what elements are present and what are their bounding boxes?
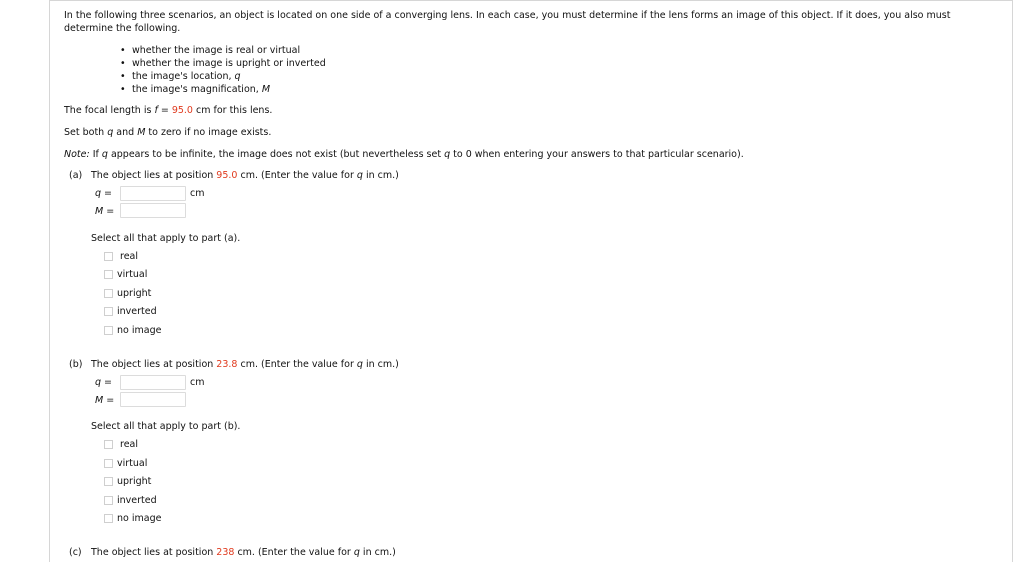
- checkbox[interactable]: [104, 440, 113, 449]
- m-label: M =: [95, 395, 115, 406]
- part-a-select-prompt: Select all that apply to part (a).: [91, 233, 241, 244]
- q-label: q =: [95, 188, 113, 199]
- list-item: • the image's location, q: [120, 70, 326, 83]
- part-a-position-value: 95.0: [216, 170, 238, 181]
- part-b-q-input[interactable]: [120, 375, 186, 390]
- checkbox[interactable]: [104, 496, 113, 505]
- list-item: • the image's magnification, M: [120, 83, 326, 96]
- list-item: • whether the image is real or virtual: [120, 44, 326, 57]
- note-line: Note: If q appears to be infinite, the image does not exist (but nevertheless set q to 0 when entering your answers to that particular scenario).: [64, 149, 744, 160]
- part-c-prompt: The object lies at position 238 cm. (Enter the value for q in cm.): [91, 547, 396, 558]
- part-c-label: (c): [69, 547, 82, 558]
- checkbox[interactable]: [104, 289, 113, 298]
- checkbox[interactable]: [104, 459, 113, 468]
- part-b-select-prompt: Select all that apply to part (b).: [91, 421, 241, 432]
- checkbox[interactable]: [104, 326, 113, 335]
- q-unit: cm: [190, 377, 205, 388]
- part-a-prompt: The object lies at position 95.0 cm. (Enter the value for q in cm.): [91, 170, 399, 181]
- list-item: • whether the image is upright or inverted: [120, 57, 326, 70]
- part-a-q-input[interactable]: [120, 186, 186, 201]
- zero-instruction: Set both q and M to zero if no image exists.: [64, 127, 272, 138]
- checkbox[interactable]: [104, 252, 113, 261]
- part-b-position-value: 23.8: [216, 359, 238, 370]
- checkbox[interactable]: [104, 477, 113, 486]
- requirements-list: [120, 44, 326, 96]
- intro-text: In the following three scenarios, an object is located on one side of a converging lens. In each case, you must determine if the lens forms an image of this object. If it does, you also must determine the following.: [64, 10, 951, 34]
- part-a-label: (a): [69, 170, 83, 181]
- part-b-prompt: The object lies at position 23.8 cm. (Enter the value for q in cm.): [91, 359, 399, 370]
- checkbox[interactable]: [104, 270, 113, 279]
- q-label: q =: [95, 377, 113, 388]
- checkbox[interactable]: [104, 514, 113, 523]
- focal-length-value: 95.0: [171, 105, 193, 116]
- checkbox[interactable]: [104, 307, 113, 316]
- q-unit: cm: [190, 188, 205, 199]
- part-c-position-value: 238: [216, 547, 235, 558]
- part-b-m-input[interactable]: [120, 392, 186, 407]
- part-a-m-input[interactable]: [120, 203, 186, 218]
- part-b-label: (b): [69, 359, 83, 370]
- m-label: M =: [95, 206, 115, 217]
- focal-length-line: The focal length is f = 95.0 cm for this lens.: [64, 105, 273, 116]
